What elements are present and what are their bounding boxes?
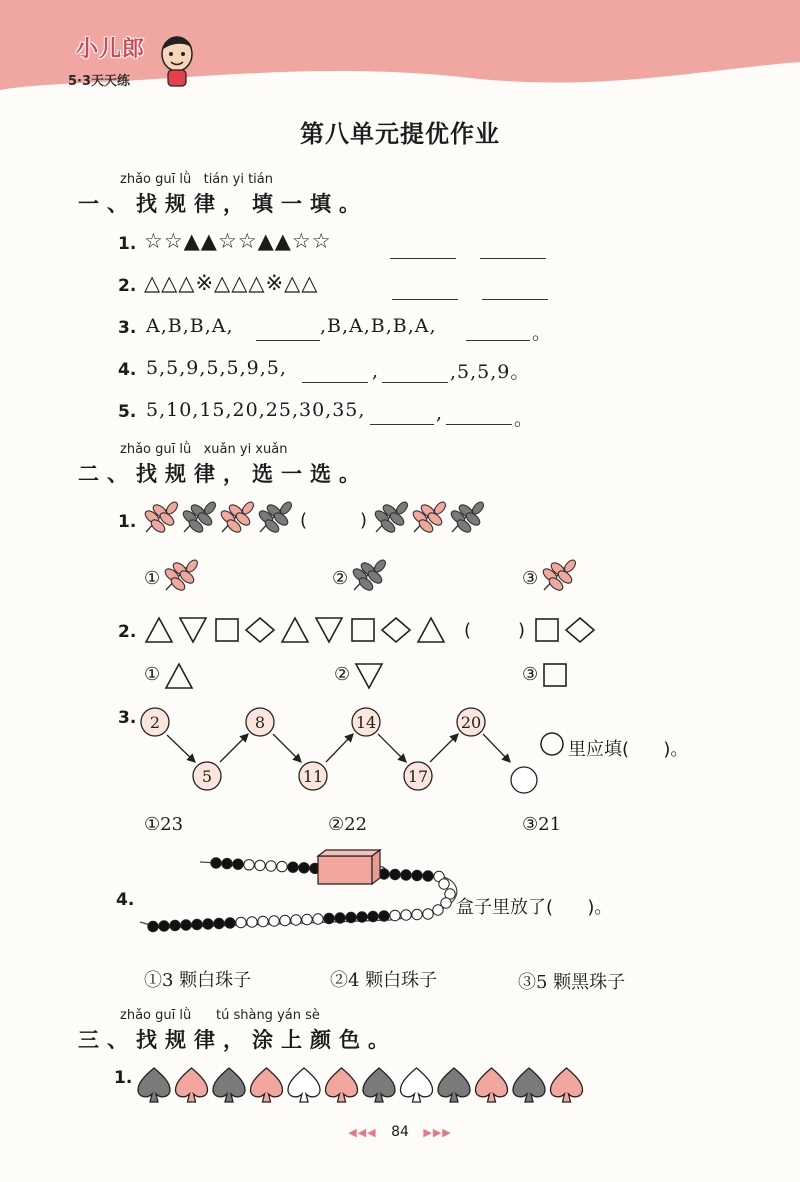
leaf-dark-icon xyxy=(256,502,296,540)
section3-title: 三、找规律，涂上颜色。 xyxy=(78,1028,397,1052)
triangle-up-icon xyxy=(418,618,444,642)
white-bead xyxy=(258,916,268,926)
spade-icon xyxy=(513,1068,545,1102)
spade-sequence xyxy=(136,1066,596,1106)
s2-q3-zigzag xyxy=(140,700,560,800)
s2-q4-option2[interactable]: ②4 颗白珠子 xyxy=(330,970,438,991)
section1-title: 一、找规律，填一填。 xyxy=(78,192,368,216)
square-icon xyxy=(536,619,558,641)
bead-string-illustration xyxy=(140,850,460,950)
s1-item3-blank2[interactable] xyxy=(466,340,530,341)
s1-item1-sequence: ☆☆▲▲☆☆▲▲☆☆ xyxy=(144,229,332,253)
s1-item5-blank2[interactable] xyxy=(446,424,512,425)
q3-top-value: 20 xyxy=(460,713,482,732)
white-bead xyxy=(423,909,433,919)
s2-q1-paren-open: ( xyxy=(300,510,308,531)
logo xyxy=(66,28,206,98)
s1-item5-text-a: 5,10,15,20,25,30,35, xyxy=(146,399,366,421)
black-bead xyxy=(324,913,334,923)
leaf-pink-icon xyxy=(162,560,202,598)
diamond-icon xyxy=(246,618,274,642)
right-arrows-icon: ▶▶▶ xyxy=(423,1126,452,1139)
q3-bottom-value: 17 xyxy=(407,767,429,786)
spade-icon xyxy=(438,1068,470,1102)
white-bead xyxy=(269,916,279,926)
white-bead xyxy=(277,861,287,871)
s2-q1-answer[interactable] xyxy=(314,532,354,533)
spade-icon xyxy=(363,1068,395,1102)
triangle-up-icon xyxy=(164,662,196,690)
s1-item5-number: 5. xyxy=(118,402,137,422)
s2-q2-shape-tail xyxy=(534,614,604,646)
black-bead xyxy=(192,919,202,929)
s1-item1-number: 1. xyxy=(118,234,137,254)
s1-item4-blank1[interactable] xyxy=(302,382,368,383)
black-bead xyxy=(225,918,235,928)
black-bead xyxy=(203,919,213,929)
s2-q2-answer[interactable] xyxy=(478,642,512,643)
black-bead xyxy=(423,871,433,881)
leaf-pink-icon xyxy=(410,502,450,540)
white-bead xyxy=(244,860,254,870)
square-icon xyxy=(352,619,374,641)
s2-q1-number: 1. xyxy=(118,512,137,532)
s1-item4-sep: , xyxy=(372,360,379,382)
spade-icon xyxy=(551,1068,583,1102)
s2-q1-option3-label[interactable]: ③ xyxy=(522,568,539,589)
leaf-dark-icon xyxy=(372,502,412,540)
s2-q1-option2-label[interactable]: ② xyxy=(332,568,349,589)
s2-q2-paren-close: ) xyxy=(518,620,526,641)
spade-icon xyxy=(288,1068,320,1102)
s2-q3-option1[interactable]: ①23 xyxy=(144,814,184,835)
s2-q2-shape-sequence xyxy=(144,614,464,646)
s2-q2-paren-open: ( xyxy=(464,620,472,641)
square-icon xyxy=(216,619,238,641)
black-bead xyxy=(214,918,224,928)
page-title: 第八单元提优作业 xyxy=(300,120,500,148)
leaf-pink-icon xyxy=(540,560,580,598)
black-bead xyxy=(233,859,243,869)
white-bead xyxy=(266,861,276,871)
s1-item3-text-b: ,B,A,B,B,A, xyxy=(320,315,437,337)
section3-pinyin: zhǎo guī lǜ tú shàng yán sè xyxy=(120,1008,320,1023)
white-bead xyxy=(280,915,290,925)
s1-item3-text-a: A,B,B,A, xyxy=(146,315,234,337)
q3-top-value: 8 xyxy=(254,713,266,732)
s1-item4-text-a: 5,5,9,5,5,9,5, xyxy=(146,357,287,379)
triangle-down-icon xyxy=(316,618,342,642)
section2-pinyin: zhǎo guī lǜ xuǎn yi xuǎn xyxy=(120,442,288,457)
spade-icon xyxy=(476,1068,508,1102)
spade-icon xyxy=(251,1068,283,1102)
s1-item3-blank1[interactable] xyxy=(256,340,320,341)
white-bead xyxy=(236,917,246,927)
leaf-dark-icon xyxy=(180,502,220,540)
q3-bottom-value: 5 xyxy=(201,767,213,786)
s2-q3-option2[interactable]: ②22 xyxy=(328,814,368,835)
leaf-dark-icon xyxy=(350,560,390,598)
s1-item4-blank2[interactable] xyxy=(382,382,448,383)
black-bead xyxy=(379,911,389,921)
s2-q2-number: 2. xyxy=(118,622,137,642)
s1-item1-blank2[interactable] xyxy=(480,258,546,259)
q3-top-value: 14 xyxy=(355,713,377,732)
s3-q1-number: 1. xyxy=(114,1068,133,1088)
s2-q1-paren-close: ) xyxy=(360,510,368,531)
square-icon xyxy=(542,662,570,690)
s1-item4-number: 4. xyxy=(118,360,137,380)
spade-icon xyxy=(176,1068,208,1102)
s2-q2-option3-label[interactable]: ③ xyxy=(522,664,539,685)
zigzag-arrows xyxy=(167,734,510,762)
spade-icon xyxy=(138,1068,170,1102)
q3-bottom-value: 11 xyxy=(302,767,324,786)
box-icon xyxy=(318,850,380,884)
s2-q1-option1-label[interactable]: ① xyxy=(144,568,161,589)
diamond-icon xyxy=(382,618,410,642)
leaf-pink-icon xyxy=(142,502,182,540)
triangle-down-icon xyxy=(180,618,206,642)
white-bead xyxy=(401,910,411,920)
s2-q4-question: 盒子里放了( )。 xyxy=(456,897,613,918)
s1-item5-end: 。 xyxy=(514,408,534,430)
circle-icon xyxy=(540,732,566,758)
section2-title: 二、找规律，选一选。 xyxy=(78,462,368,486)
black-bead xyxy=(288,862,298,872)
s1-item3-end: 。 xyxy=(532,322,552,344)
q3-top-value: 2 xyxy=(149,713,161,732)
white-bead xyxy=(433,905,443,915)
black-bead xyxy=(148,921,158,931)
section1-pinyin: zhǎo guī lǜ tián yi tián xyxy=(120,172,273,187)
white-bead xyxy=(247,917,257,927)
white-bead xyxy=(412,909,422,919)
s1-item2-sequence: △△△※△△△※△△ xyxy=(144,271,319,295)
s1-item1-blank1[interactable] xyxy=(390,258,456,259)
white-bead xyxy=(255,860,265,870)
triangle-down-icon xyxy=(354,662,386,690)
black-bead xyxy=(401,870,411,880)
page-number: 84 xyxy=(391,1124,409,1140)
spade-icon xyxy=(213,1068,245,1102)
black-bead xyxy=(170,920,180,930)
black-bead xyxy=(335,913,345,923)
black-bead xyxy=(211,858,221,868)
leaf-dark-icon xyxy=(448,502,488,540)
white-bead xyxy=(291,915,301,925)
s1-item2-blank1[interactable] xyxy=(392,299,458,300)
s1-item5-sep: , xyxy=(436,402,443,424)
s2-q3-option3[interactable]: ③21 xyxy=(522,814,562,835)
black-bead xyxy=(181,920,191,930)
logo-series: 5·3天天练 xyxy=(68,74,131,89)
diamond-icon xyxy=(566,618,594,642)
s2-q2-option1-label[interactable]: ① xyxy=(144,664,161,685)
answer-circle xyxy=(511,767,537,793)
s2-q2-option2-label[interactable]: ② xyxy=(334,664,351,685)
black-bead xyxy=(412,870,422,880)
s1-item2-number: 2. xyxy=(118,276,137,296)
s1-item4-text-b: ,5,5,9。 xyxy=(450,361,531,383)
s2-q4-option1[interactable]: ①3 颗白珠子 xyxy=(144,970,252,991)
s2-q4-option3[interactable]: ③5 颗黑珠子 xyxy=(518,972,626,993)
s2-q3-number: 3. xyxy=(118,708,137,728)
white-bead xyxy=(390,910,400,920)
black-bead xyxy=(390,869,400,879)
s2-q4-number: 4. xyxy=(116,890,135,910)
s1-item2-blank2[interactable] xyxy=(482,299,548,300)
white-bead xyxy=(313,914,323,924)
logo-brand: 小儿郎 xyxy=(76,37,146,62)
s2-q3-question: 里应填( )。 xyxy=(568,739,689,760)
triangle-up-icon xyxy=(146,618,172,642)
s1-item5-blank1[interactable] xyxy=(370,424,434,425)
spade-icon xyxy=(401,1068,433,1102)
s1-item3-number: 3. xyxy=(118,318,137,338)
black-bead xyxy=(357,912,367,922)
spade-icon xyxy=(326,1068,358,1102)
left-arrows-icon: ◀◀◀ xyxy=(348,1126,377,1139)
footer xyxy=(0,1124,800,1140)
black-bead xyxy=(159,921,169,931)
black-bead xyxy=(346,912,356,922)
mascot-icon xyxy=(158,32,196,88)
black-bead xyxy=(222,858,232,868)
triangle-up-icon xyxy=(282,618,308,642)
leaf-pink-icon xyxy=(218,502,258,540)
white-bead xyxy=(302,914,312,924)
white-bead xyxy=(439,879,449,889)
black-bead xyxy=(368,911,378,921)
black-bead xyxy=(299,863,309,873)
